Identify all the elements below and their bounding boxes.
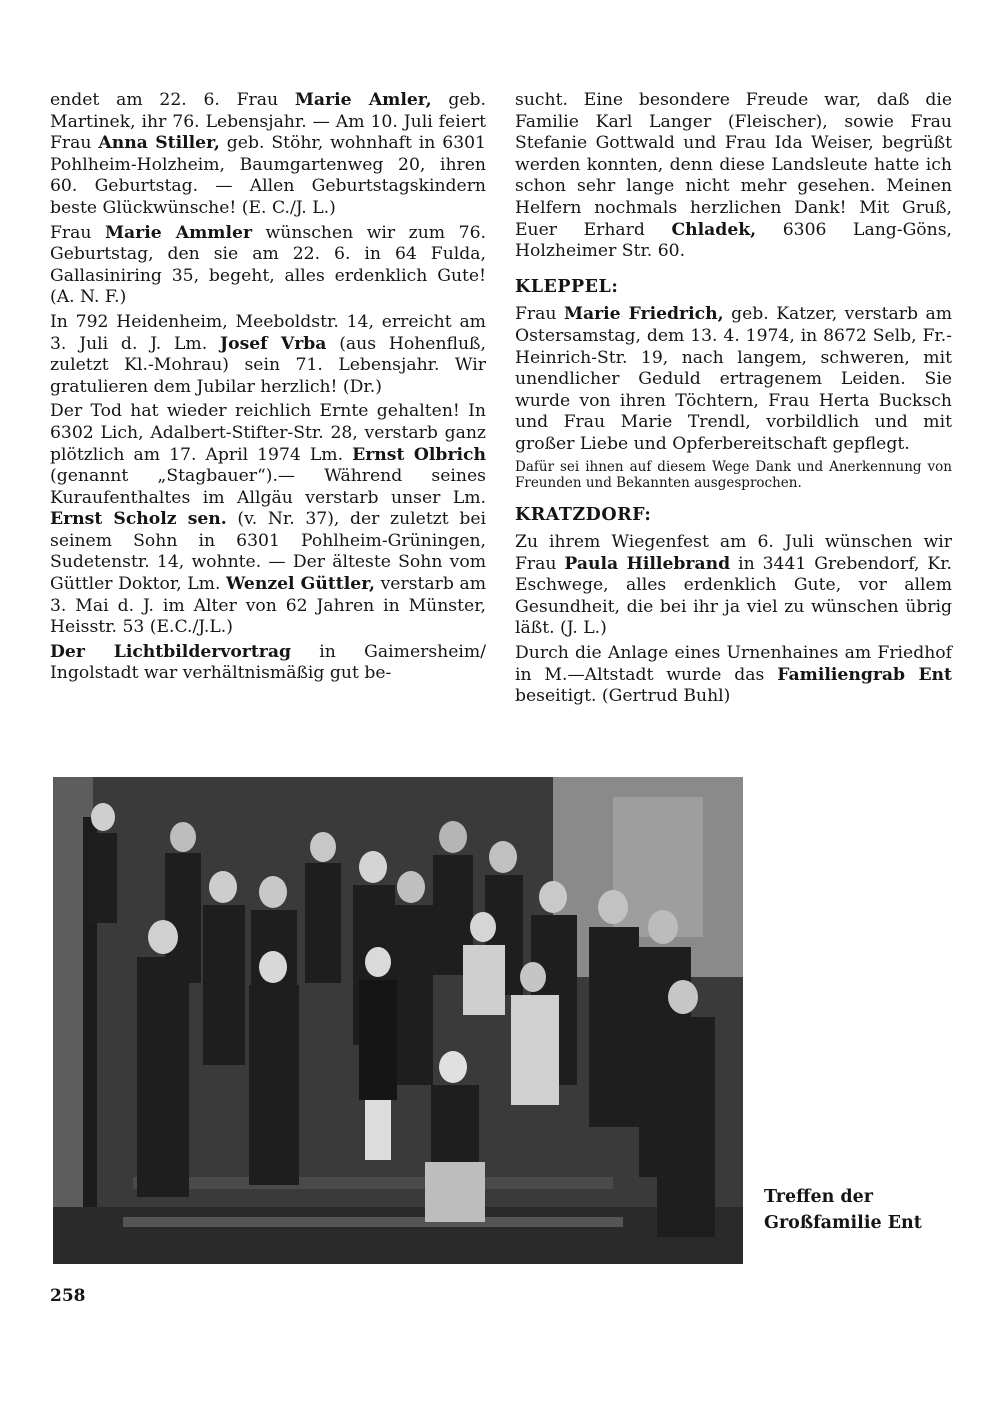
caption-line-2: Großfamilie Ent bbox=[764, 1213, 922, 1233]
paragraph-ammler: Frau Marie Ammler wünschen wir zum 76. Geburtstag, den sie am 22. 6. in 64 Fulda, Gallasiniring 35, begeht, alles erdenklich Gute! (A. N. F.) bbox=[50, 222, 486, 308]
section-heading-kratzdorf: KRATZDORF: bbox=[515, 504, 652, 525]
paragraph-thanks: Dafür sei ihnen auf diesem Wege Dank und Anerkennung von Freunden und Bekannten ausgesprochen. bbox=[515, 458, 952, 491]
group-photo-illustration bbox=[53, 777, 743, 1264]
paragraph-visit: sucht. Eine besondere Freude war, daß die Familie Karl Langer (Fleischer), sowie Frau Stefanie Gottwald und Frau Ida Weiser, begrüßt werden konnten, denn diese Landsleute hatte ich schon sehr lange nicht mehr gesehen. Meinen Helfern nochmals herzlichen Dank! Mit Gruß, Euer Erhard Chladek, 6306 Lang-Göns, Holzheimer Str. 60. bbox=[515, 90, 952, 262]
paragraph-lecture: Der Lichtbildervortrag in Gaimersheim/ Ingolstadt war verhältnismäßig gut be- bbox=[50, 641, 486, 684]
group-photo bbox=[53, 777, 743, 1264]
page-number: 258 bbox=[50, 1286, 86, 1306]
paragraph-hillebrand: Zu ihrem Wiegenfest am 6. Juli wünschen wir Frau Paula Hillebrand in 3441 Grebendorf, Kr. Eschwege, alles erdenklich Gute, vor allem Gesundheit, die bei ihr ja viel zu wünschen übrig läßt. (J. L.) bbox=[515, 532, 952, 639]
paragraph-urn-grove: Durch die Anlage eines Urnenhaines am Friedhof in M.—Altstadt wurde das Familiengrab Ent beseitigt. (Gertrud Buhl) bbox=[515, 643, 952, 707]
left-column bbox=[50, 90, 486, 688]
section-heading-kleppel: KLEPPEL: bbox=[515, 276, 619, 297]
photo-caption bbox=[764, 1184, 964, 1236]
paragraph-birthdays: endet am 22. 6. Frau Marie Amler, geb. Martinek, ihr 76. Lebensjahr. — Am 10. Juli feiert Frau Anna Stiller, geb. Stöhr, wohnhaft in 6301 Pohlheim-Holzheim, Baumgartenweg 20, ihren 60. Geburtstag. — Allen Geburtstagskindern beste Glückwünsche! (E. C./J. L.) bbox=[50, 90, 486, 218]
paragraph-deaths: Der Tod hat wieder reichlich Ernte gehalten! In 6302 Lich, Adalbert-Stifter-Str. 28, verstarb ganz plötzlich am 17. April 1974 Lm. Ernst Olbrich (genannt „Stagbauer“).— Während seines Kuraufenthaltes im Allgäu verstarb unser Lm. Ernst Scholz sen. (v. Nr. 37), der zuletzt bei seinem Sohn in 6301 Pohlheim-Grüningen, Sudetenstr. 14, wohnte. — Der älteste Sohn vom Güttler Doktor, Lm. Wenzel Güttler, verstarb am 3. Mai d. J. im Alter von 62 Jahren in Münster, Heisstr. 53 (E.C./J.L.) bbox=[50, 401, 486, 638]
paragraph-vrba: In 792 Heidenheim, Meeboldstr. 14, erreicht am 3. Juli d. J. Lm. Josef Vrba (aus Hohenfluß, zuletzt Kl.-Mohrau) sein 71. Lebensjahr. Wir gratulieren dem Jubilar herzlich! (Dr.) bbox=[50, 311, 486, 397]
paragraph-friedrich: Frau Marie Friedrich, geb. Katzer, verstarb am Ostersamstag, dem 13. 4. 1974, in 8672 Selb, Fr.-Heinrich-Str. 19, nach langem, schweren, mit unendlicher Geduld ertragenem Leiden. Sie wurde von ihren Töchtern, Frau Herta Bucksch und Frau Marie Trendl, vorbildlich und mit großer Liebe und Opferbereitschaft gepflegt. bbox=[515, 304, 952, 454]
caption-line-1: Treffen der bbox=[764, 1187, 874, 1207]
right-column bbox=[515, 90, 952, 711]
